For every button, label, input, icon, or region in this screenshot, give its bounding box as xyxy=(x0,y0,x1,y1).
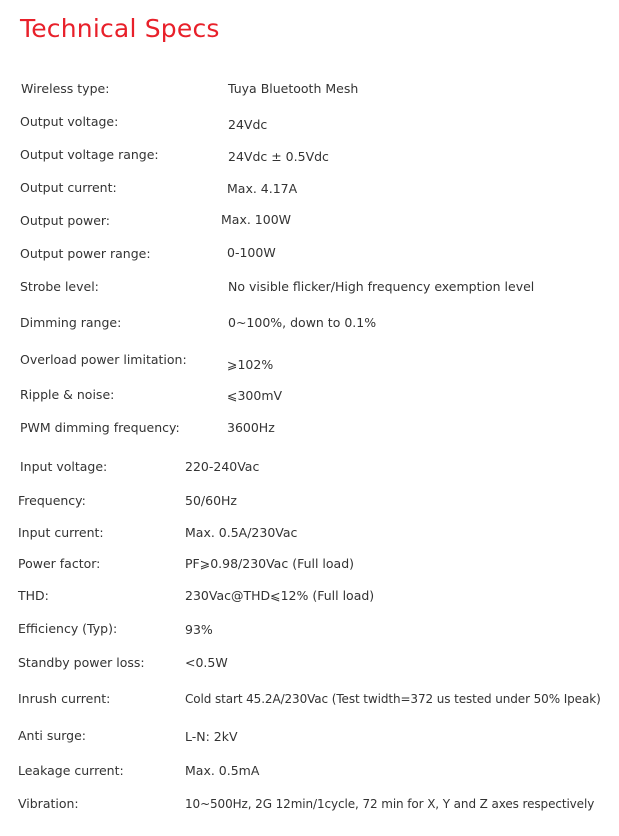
spec-value-power-factor: PF⩾0.98/230Vac (Full load) xyxy=(185,556,355,571)
spec-label-output-power: Output power: xyxy=(20,213,111,228)
spec-value-vibration: 10~500Hz, 2G 12min/1cycle, 72 min for X, Y and Z axes respectively xyxy=(185,797,595,811)
spec-label-pwm-dimming-frequency: PWM dimming frequency: xyxy=(20,420,180,435)
spec-label-input-voltage: Input voltage: xyxy=(20,459,108,474)
spec-value-ripple-noise: ⩽300mV xyxy=(227,388,283,403)
spec-value-efficiency: 93% xyxy=(185,622,213,637)
spec-value-output-power: Max. 100W xyxy=(221,212,292,227)
spec-label-efficiency: Efficiency (Typ): xyxy=(18,621,118,636)
spec-label-anti-surge: Anti surge: xyxy=(18,728,87,743)
spec-label-input-current: Input current: xyxy=(18,525,104,540)
spec-label-dimming-range: Dimming range: xyxy=(20,315,122,330)
spec-label-output-power-range: Output power range: xyxy=(20,246,151,261)
spec-value-output-voltage-range: 24Vdc ± 0.5Vdc xyxy=(228,149,329,164)
spec-value-anti-surge: L-N: 2kV xyxy=(185,729,238,744)
spec-label-wireless-type: Wireless type: xyxy=(21,81,110,96)
spec-label-overload-power-limitation: Overload power limitation: xyxy=(20,352,187,367)
spec-value-pwm-dimming-frequency: 3600Hz xyxy=(227,420,275,435)
spec-value-output-voltage: 24Vdc xyxy=(228,117,268,132)
spec-value-thd: 230Vac@THD⩽12% (Full load) xyxy=(185,588,375,603)
spec-value-overload-power-limitation: ⩾102% xyxy=(227,357,274,372)
spec-label-power-factor: Power factor: xyxy=(18,556,101,571)
spec-label-vibration: Vibration: xyxy=(18,796,79,811)
spec-value-frequency: 50/60Hz xyxy=(185,493,237,508)
spec-label-leakage-current: Leakage current: xyxy=(18,763,124,778)
spec-label-output-voltage-range: Output voltage range: xyxy=(20,147,159,162)
spec-value-wireless-type: Tuya Bluetooth Mesh xyxy=(228,81,359,96)
spec-label-output-voltage: Output voltage: xyxy=(20,114,119,129)
spec-label-output-current: Output current: xyxy=(20,180,117,195)
spec-label-standby-power-loss: Standby power loss: xyxy=(18,655,145,670)
spec-label-strobe-level: Strobe level: xyxy=(20,279,99,294)
spec-value-dimming-range: 0~100%, down to 0.1% xyxy=(228,315,377,330)
spec-label-thd: THD: xyxy=(18,588,49,603)
spec-value-leakage-current: Max. 0.5mA xyxy=(185,763,260,778)
page-title: Technical Specs xyxy=(20,14,220,43)
spec-value-inrush-current: Cold start 45.2A/230Vac (Test twidth=372 us tested under 50% Ipeak) xyxy=(185,692,601,706)
spec-value-input-current: Max. 0.5A/230Vac xyxy=(185,525,298,540)
spec-label-ripple-noise: Ripple & noise: xyxy=(20,387,115,402)
spec-label-frequency: Frequency: xyxy=(18,493,86,508)
spec-value-output-current: Max. 4.17A xyxy=(227,181,298,196)
spec-value-input-voltage: 220-240Vac xyxy=(185,459,260,474)
spec-value-strobe-level: No visible flicker/High frequency exemption level xyxy=(228,279,535,294)
spec-value-output-power-range: 0-100W xyxy=(227,245,276,260)
spec-value-standby-power-loss: <0.5W xyxy=(185,655,228,670)
spec-label-inrush-current: Inrush current: xyxy=(18,691,111,706)
